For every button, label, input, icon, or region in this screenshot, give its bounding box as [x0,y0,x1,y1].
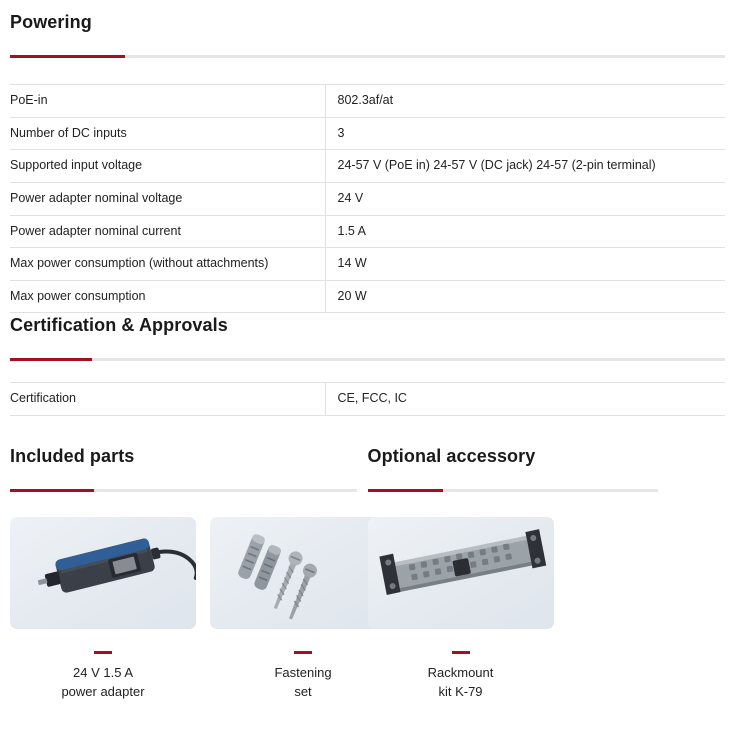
part-caption [10,664,196,702]
list-item [10,517,196,702]
row-value: 24-57 V (PoE in) 24-57 V (DC jack) 24-57 (2-pin terminal) [325,150,725,183]
rackmount-kit-image [368,517,554,629]
optional-accessory-column [368,446,726,702]
table-row [10,150,725,183]
row-value: 14 W [325,248,725,281]
row-label: Number of DC inputs [10,117,325,150]
powering-section [10,12,725,58]
table-row [10,182,725,215]
row-label: Supported input voltage [10,150,325,183]
table-row [10,248,725,281]
part-caption-line1: Fastening [274,665,332,680]
row-value: CE, FCC, IC [325,383,725,416]
part-caption-line1: Rackmount [427,665,494,680]
certification-section [10,315,725,361]
power-adapter-icon [10,517,196,629]
certification-spec-table [10,382,725,416]
list-item [368,517,554,702]
included-parts-column [10,446,368,702]
row-label: PoE-in [10,85,325,118]
included-parts-rule [10,489,357,492]
included-parts-accent [10,489,94,492]
powering-heading-rule [10,55,725,58]
row-value: 1.5 A [325,215,725,248]
caption-tick [94,651,112,654]
table-row [10,85,725,118]
certification-table-wrap [10,382,725,416]
included-parts-title: Included parts [10,446,135,466]
optional-accessory-title: Optional accessory [367,446,536,466]
row-value: 20 W [325,280,725,313]
row-label: Power adapter nominal current [10,215,325,248]
part-caption-line2: power adapter [61,683,145,699]
part-caption [368,664,554,702]
powering-table-wrap [10,84,725,313]
table-row [10,383,725,416]
certification-heading-rule [10,358,725,361]
table-row [10,215,725,248]
table-row [10,280,725,313]
part-caption-line2: kit K-79 [438,683,483,699]
power-adapter-image [10,517,196,629]
table-row [10,117,725,150]
row-value: 24 V [325,182,725,215]
row-label: Max power consumption [10,280,325,313]
row-label: Max power consumption (without attachments) [10,248,325,281]
row-value: 802.3af/at [325,85,725,118]
part-caption-line2: set [294,683,312,699]
parts-section [10,446,725,702]
certification-title: Certification & Approvals [10,315,228,335]
rackmount-kit-icon [368,517,554,629]
powering-spec-table [10,84,725,313]
caption-tick [294,651,312,654]
part-caption-line1: 24 V 1.5 A [73,665,133,680]
page-title: Powering [10,12,92,32]
row-label: Power adapter nominal voltage [10,182,325,215]
row-value: 3 [325,117,725,150]
optional-accessory-rule [368,489,658,492]
certification-heading-accent [10,358,92,361]
optional-accessory-accent [368,489,443,492]
caption-tick [452,651,470,654]
row-label: Certification [10,383,325,416]
powering-heading-accent [10,55,125,58]
